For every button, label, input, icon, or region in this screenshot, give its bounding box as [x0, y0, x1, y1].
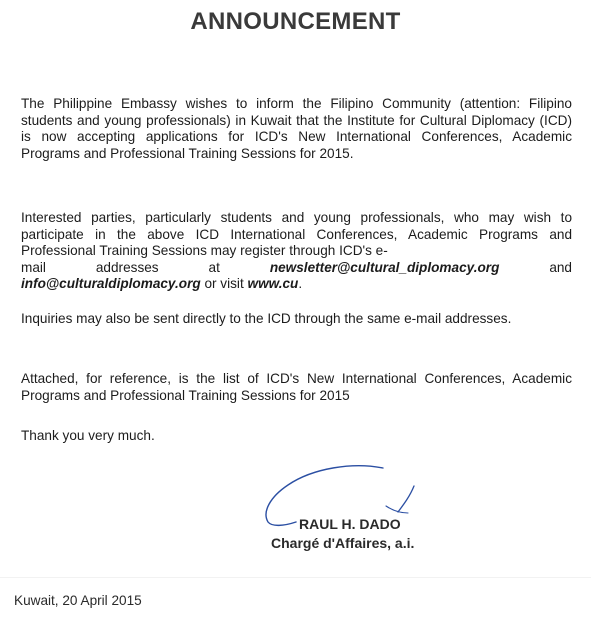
email-line [21, 260, 572, 277]
signatory-title: Chargé d'Affaires, a.i. [271, 535, 415, 551]
paragraph-thanks: Thank you very much. [21, 428, 155, 443]
website-link[interactable]: www.cu [247, 276, 299, 291]
dateline: Kuwait, 20 April 2015 [14, 593, 142, 608]
word-and: and [549, 259, 572, 275]
email-newsletter-link[interactable]: newsletter@cultural_diplomacy.org [269, 259, 500, 275]
period: . [298, 276, 303, 291]
paragraph-registration [21, 210, 572, 293]
registration-text: Interested parties, particularly students and young professionals, who may wish to participate in the above ICD International Conferences, Academic Programs and Professional Training Sessions may register through ICD's e- [21, 210, 572, 258]
visit-text: or visit [200, 276, 248, 291]
word-at: at [208, 259, 220, 275]
paragraph-intro: The Philippine Embassy wishes to inform the Filipino Community (attention: Filipino students and young professionals) in Kuwait that the Institute for Cultural Diplomacy (ICD) is now accepting applications for ICD's New International Conferences, Academic Programs and Professional Training Sessions for 2015. [21, 96, 572, 161]
word-addresses: addresses [95, 259, 159, 275]
contact-line [21, 276, 572, 293]
divider [0, 577, 591, 578]
signatory-name: RAUL H. DADO [299, 516, 401, 532]
paragraph-inquiries: Inquiries may also be sent directly to the ICD through the same e-mail addresses. [21, 311, 512, 326]
announcement-title: ANNOUNCEMENT [190, 8, 401, 35]
paragraph-attachment: Attached, for reference, is the list of ICD's New International Conferences, Academic Programs and Professional Training Sessions for 2015 [21, 371, 572, 403]
email-info-link[interactable]: info@culturaldiplomacy.org [21, 276, 201, 291]
word-mail: mail [21, 259, 46, 275]
